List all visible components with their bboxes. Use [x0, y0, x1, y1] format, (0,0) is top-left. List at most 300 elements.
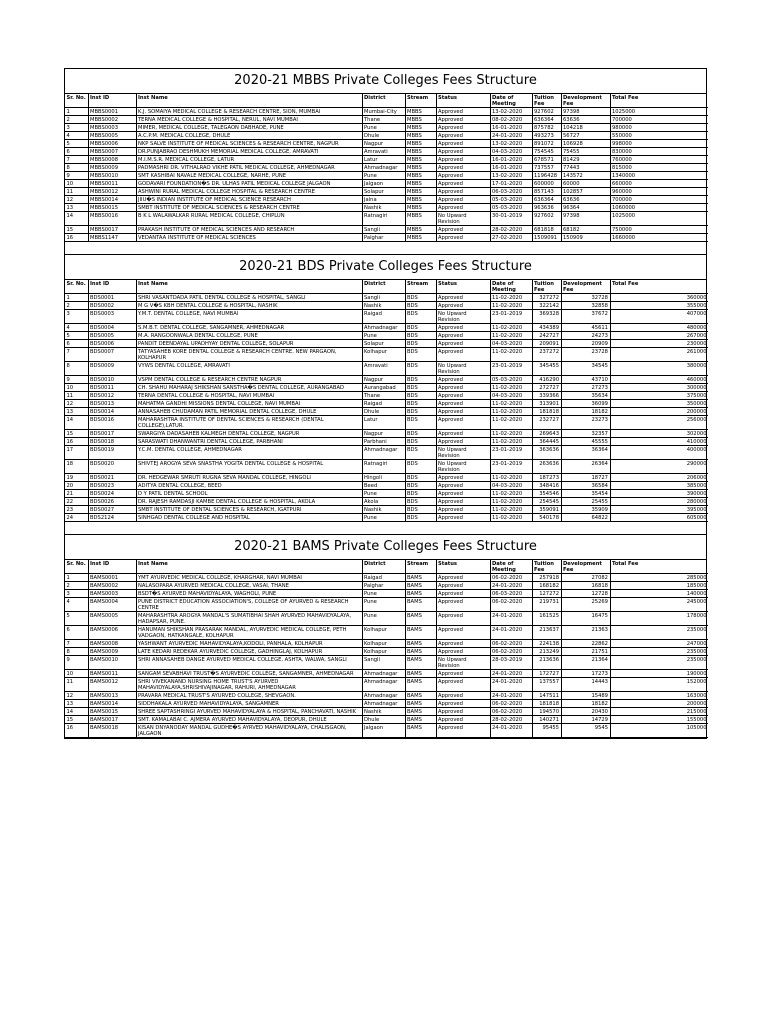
table-cell: 4: [65, 598, 88, 612]
table-cell: Approved: [436, 506, 490, 514]
table-cell: 06-02-2020: [490, 598, 532, 612]
column-header: Development Fee: [561, 560, 610, 574]
table-cell: K.J. SOMAIYA MEDICAL COLLEGE & RESEARCH CENTRE, SION, MUMBAI: [136, 108, 362, 116]
table-cell: 05-03-2020: [490, 204, 532, 212]
table-cell: 06-03-2020: [490, 188, 532, 196]
table-cell: 13: [65, 700, 88, 708]
table-cell: 760000: [610, 156, 708, 164]
table-cell: MBBS: [405, 204, 436, 212]
table-cell: 161525: [532, 612, 561, 626]
table-cell: 15: [65, 716, 88, 724]
table-cell: BDS0007: [88, 348, 136, 362]
table-cell: 16-01-2020: [490, 156, 532, 164]
table-cell: Approved: [436, 700, 490, 708]
table-cell: 13: [65, 408, 88, 416]
document-page: [64, 68, 707, 739]
table-cell: 605000: [610, 514, 708, 522]
table-cell: 04-03-2020: [490, 340, 532, 348]
table-cell: 245000: [610, 598, 708, 612]
table-cell: 11-02-2020: [490, 332, 532, 340]
table-cell: Ahmadnagar: [362, 164, 405, 172]
table-cell: MBBS0017: [88, 226, 136, 234]
table-row: [65, 408, 708, 416]
table-row: [65, 506, 708, 514]
table-cell: 24-01-2020: [490, 626, 532, 640]
table-cell: Approved: [436, 116, 490, 124]
table-cell: 32357: [561, 430, 610, 438]
table-cell: BDS0027: [88, 506, 136, 514]
table-cell: B K L WALAWALKAR RURAL MEDICAL COLLEGE, CHIPLUN: [136, 212, 362, 226]
bams-body: [65, 574, 708, 738]
table-cell: BDS0010: [88, 376, 136, 384]
table-cell: 16818: [561, 582, 610, 590]
table-cell: BAMS0008: [88, 640, 136, 648]
table-row: [65, 348, 708, 362]
table-cell: 178000: [610, 612, 708, 626]
table-cell: 407000: [610, 310, 708, 324]
table-cell: MBBS: [405, 148, 436, 156]
table-cell: Palghar: [362, 582, 405, 590]
table-cell: 12: [65, 400, 88, 408]
bds-body: [65, 294, 708, 522]
table-cell: 247000: [610, 640, 708, 648]
table-cell: MBBS: [405, 234, 436, 242]
table-cell: SWARGIYA DADASAHEB KALMEGH DENTAL COLLEGE, NAGPUR: [136, 430, 362, 438]
table-cell: 11-02-2020: [490, 348, 532, 362]
table-cell: M G V�S KBH DENTAL COLLEGE & HOSPITAL, NASHIK: [136, 302, 362, 310]
table-cell: 24273: [561, 332, 610, 340]
table-cell: 380000: [610, 362, 708, 376]
table-cell: BDS0004: [88, 324, 136, 332]
table-cell: 32858: [561, 302, 610, 310]
table-cell: BDS0018: [88, 438, 136, 446]
table-cell: 23273: [561, 416, 610, 430]
table-cell: Approved: [436, 234, 490, 242]
table-cell: BAMS0002: [88, 582, 136, 590]
table-cell: Approved: [436, 498, 490, 506]
table-cell: Approved: [436, 416, 490, 430]
table-cell: 18: [65, 460, 88, 474]
table-cell: PUNE DISTRICT EDUCATION ASSOCIATION'S, COLLEGE OF AYURVED & RESEARCH CENTRE: [136, 598, 362, 612]
table-cell: 181818: [532, 408, 561, 416]
table-cell: 20: [65, 482, 88, 490]
table-cell: Approved: [436, 188, 490, 196]
bams-header-row: [65, 560, 708, 574]
table-cell: Ahmadnagar: [362, 446, 405, 460]
table-cell: Approved: [436, 678, 490, 692]
table-cell: 34545: [561, 362, 610, 376]
table-cell: No Upward Revision: [436, 460, 490, 474]
table-cell: 4: [65, 132, 88, 140]
table-cell: 254545: [532, 498, 561, 506]
table-cell: 313901: [532, 400, 561, 408]
table-cell: BAMS0010: [88, 656, 136, 670]
table-cell: Kolhapur: [362, 640, 405, 648]
table-cell: D Y PATIL DENTAL SCHOOL: [136, 490, 362, 498]
table-cell: Approved: [436, 648, 490, 656]
column-header: Sr. No.: [65, 560, 88, 574]
table-cell: 7: [65, 348, 88, 362]
table-row: [65, 626, 708, 640]
table-cell: 194570: [532, 708, 561, 716]
table-cell: BAMS: [405, 612, 436, 626]
table-cell: Y.M.T. DENTAL COLLEGE, NAVI MUMBAI: [136, 310, 362, 324]
table-cell: Kolhapur: [362, 648, 405, 656]
table-cell: 23: [65, 506, 88, 514]
table-cell: 7: [65, 156, 88, 164]
table-cell: 37672: [561, 310, 610, 324]
table-cell: BDS0005: [88, 332, 136, 340]
table-row: [65, 670, 708, 678]
table-cell: Pune: [362, 598, 405, 612]
table-cell: 05-03-2020: [490, 196, 532, 204]
table-cell: 27-02-2020: [490, 234, 532, 242]
table-row: [65, 124, 708, 132]
table-cell: MBBS: [405, 196, 436, 204]
table-row: [65, 612, 708, 626]
table-cell: 18182: [561, 700, 610, 708]
table-row: [65, 598, 708, 612]
table-cell: BAMS: [405, 692, 436, 700]
column-header: District: [362, 94, 405, 108]
table-cell: 1: [65, 108, 88, 116]
table-cell: 16-01-2020: [490, 164, 532, 172]
table-cell: 75455: [561, 148, 610, 156]
table-cell: BDS: [405, 438, 436, 446]
table-cell: BDS: [405, 460, 436, 474]
table-cell: 68182: [561, 226, 610, 234]
table-row: [65, 392, 708, 400]
table-cell: 187273: [532, 474, 561, 482]
table-cell: 460000: [610, 376, 708, 384]
table-row: [65, 416, 708, 430]
table-row: [65, 446, 708, 460]
table-cell: Approved: [436, 612, 490, 626]
table-cell: 77443: [561, 164, 610, 172]
table-cell: 127272: [532, 590, 561, 598]
table-cell: 660000: [610, 180, 708, 188]
table-cell: BDS: [405, 310, 436, 324]
table-cell: 678571: [532, 156, 561, 164]
table-cell: 08-02-2020: [490, 116, 532, 124]
table-cell: SHRI VIVEKANAND NURSING HOME TRUST'S AYURVED MAHAVIDYALAYA,SHRISHIVAJINAGAR, RAHURI, AHMEDNAGAR: [136, 678, 362, 692]
table-cell: Pune: [362, 612, 405, 626]
table-cell: Approved: [436, 692, 490, 700]
table-cell: MBBS0012: [88, 188, 136, 196]
table-cell: Approved: [436, 140, 490, 148]
table-cell: 45555: [561, 438, 610, 446]
table-cell: 05-03-2020: [490, 376, 532, 384]
table-cell: MBBS0015: [88, 204, 136, 212]
table-cell: BDS0024: [88, 490, 136, 498]
table-cell: MBBS0003: [88, 124, 136, 132]
table-cell: BAMS: [405, 708, 436, 716]
table-cell: 04-03-2020: [490, 148, 532, 156]
table-row: [65, 340, 708, 348]
column-header: Tuition Fee: [532, 94, 561, 108]
table-cell: 23-01-2019: [490, 460, 532, 474]
table-row: [65, 724, 708, 738]
table-cell: Approved: [436, 108, 490, 116]
table-cell: BDS: [405, 302, 436, 310]
table-cell: 998000: [610, 140, 708, 148]
table-cell: 857143: [532, 188, 561, 196]
table-cell: 600000: [532, 180, 561, 188]
table-cell: Thane: [362, 116, 405, 124]
table-cell: 2: [65, 302, 88, 310]
table-cell: MAHARASHTRA AROGYA MANDAL'S SUMATIBHAI SHAH AYURVED MAHAVIDYALAYA, HADAPSAR, PUNE.: [136, 612, 362, 626]
table-cell: 13-02-2020: [490, 172, 532, 180]
table-cell: 36099: [561, 400, 610, 408]
table-cell: 5: [65, 140, 88, 148]
table-cell: 8: [65, 648, 88, 656]
bds-section: [64, 254, 707, 522]
column-header: Stream: [405, 280, 436, 294]
table-cell: Ahmadnagar: [362, 324, 405, 332]
table-cell: 21751: [561, 648, 610, 656]
table-cell: VYWS DENTAL COLLEGE, AMRAVATI: [136, 362, 362, 376]
table-cell: BDS0012: [88, 392, 136, 400]
table-row: [65, 384, 708, 392]
table-cell: 190000: [610, 670, 708, 678]
table-cell: Hingoli: [362, 474, 405, 482]
table-cell: 06-02-2020: [490, 708, 532, 716]
table-cell: BAMS: [405, 716, 436, 724]
table-cell: Sangli: [362, 656, 405, 670]
table-cell: MBBS: [405, 212, 436, 226]
table-cell: 35454: [561, 490, 610, 498]
table-cell: 3: [65, 310, 88, 324]
table-cell: BDS: [405, 340, 436, 348]
table-cell: YASHWANT AYURVEDIC MAHAVIDYALAYA,KODOLI, PANHALA, KOLHAPUR: [136, 640, 362, 648]
table-row: [65, 678, 708, 692]
column-header: Tuition Fee: [532, 280, 561, 294]
table-cell: 636364: [532, 116, 561, 124]
table-cell: 104218: [561, 124, 610, 132]
table-cell: Approved: [436, 204, 490, 212]
table-cell: Approved: [436, 430, 490, 438]
table-cell: 3: [65, 590, 88, 598]
table-cell: 14: [65, 416, 88, 430]
table-cell: Ratnagiri: [362, 460, 405, 474]
table-cell: BDS: [405, 408, 436, 416]
table-cell: 232727: [532, 416, 561, 430]
table-cell: BAMS0018: [88, 724, 136, 738]
table-row: [65, 234, 708, 242]
table-cell: Latur: [362, 156, 405, 164]
table-cell: BAMS: [405, 648, 436, 656]
table-cell: 354546: [532, 490, 561, 498]
table-cell: SHRI VASANTDADA PATIL DENTAL COLLEGE & HOSPITAL, SANGLI: [136, 294, 362, 302]
table-cell: 980000: [610, 124, 708, 132]
table-cell: BAMS: [405, 678, 436, 692]
table-cell: 143572: [561, 172, 610, 180]
table-cell: 17273: [561, 670, 610, 678]
column-header: Sr. No.: [65, 280, 88, 294]
table-cell: MBBS: [405, 140, 436, 148]
table-cell: Ahmadnagar: [362, 700, 405, 708]
table-row: [65, 196, 708, 204]
table-cell: 375000: [610, 392, 708, 400]
table-cell: BDS: [405, 430, 436, 438]
table-cell: DR.PUNJABRAO DESHMUKH MEMORIAL MEDICAL COLLEGE, AMRAVATI: [136, 148, 362, 156]
table-cell: HANUMAN SHIKSHAN PRASARAK MANDAL, AYURVEDIC MEDICAL COLLEGE, PETH VADGAON, HATKANGALE, KOLHAPUR: [136, 626, 362, 640]
table-cell: 350000: [610, 400, 708, 408]
table-cell: Approved: [436, 400, 490, 408]
table-cell: 540178: [532, 514, 561, 522]
table-cell: 257918: [532, 574, 561, 582]
table-cell: 20909: [561, 340, 610, 348]
table-row: [65, 226, 708, 234]
table-cell: Beed: [362, 482, 405, 490]
table-cell: Approved: [436, 348, 490, 362]
table-cell: M.I.M.S.R. MEDICAL COLLEGE, LATUR: [136, 156, 362, 164]
table-cell: SANGAM SEVABHAVI TRUST�S AYURVEDIC COLLEGE, SANGAMNER, AHMEDNAGAR: [136, 670, 362, 678]
table-cell: 261000: [610, 348, 708, 362]
table-cell: 81429: [561, 156, 610, 164]
table-cell: 13: [65, 204, 88, 212]
table-cell: BAMS0015: [88, 708, 136, 716]
table-cell: 102857: [561, 188, 610, 196]
table-cell: 35634: [561, 392, 610, 400]
table-cell: 17: [65, 446, 88, 460]
table-cell: NALASOPARA AYURVED MEDICAL COLLEGE, VASAI, THANE: [136, 582, 362, 590]
table-cell: 1060000: [610, 204, 708, 212]
table-row: [65, 640, 708, 648]
table-cell: 21: [65, 490, 88, 498]
table-cell: MBBS: [405, 116, 436, 124]
mbbs-section: [64, 68, 707, 242]
table-cell: 269643: [532, 430, 561, 438]
table-cell: MBBS0014: [88, 196, 136, 204]
table-cell: MBBS: [405, 164, 436, 172]
table-row: [65, 490, 708, 498]
column-header: Date of Meeting: [490, 280, 532, 294]
table-cell: 140271: [532, 716, 561, 724]
table-cell: 181818: [532, 700, 561, 708]
table-cell: 285000: [610, 574, 708, 582]
table-cell: 63636: [561, 196, 610, 204]
table-cell: MBBS0002: [88, 116, 136, 124]
table-cell: BAMS: [405, 626, 436, 640]
table-cell: MBBS: [405, 180, 436, 188]
table-row: [65, 514, 708, 522]
table-cell: SHREE SAPTASHRINGI AYURVED MAHAVIDYALAYA & HOSPITAL, PANCHAVATI, NASHIK: [136, 708, 362, 716]
table-cell: Approved: [436, 474, 490, 482]
table-cell: 927602: [532, 212, 561, 226]
table-cell: 15: [65, 430, 88, 438]
bds-title: 2020-21 BDS Private Colleges Fees Structure: [65, 255, 706, 280]
column-header: Inst ID: [88, 560, 136, 574]
table-cell: 22: [65, 498, 88, 506]
table-row: [65, 574, 708, 582]
table-cell: 21364: [561, 656, 610, 670]
table-cell: 364445: [532, 438, 561, 446]
table-row: [65, 692, 708, 700]
table-row: [65, 362, 708, 376]
section-gap: [64, 522, 707, 534]
table-cell: BDS: [405, 482, 436, 490]
table-cell: 219731: [532, 598, 561, 612]
table-row: [65, 708, 708, 716]
table-row: [65, 376, 708, 384]
table-cell: BDS0017: [88, 430, 136, 438]
table-cell: Approved: [436, 172, 490, 180]
bams-section: [64, 534, 707, 739]
table-cell: JIIU�S INDIAN INSTITUTE OF MEDICAL SCIENCE RESEARCH: [136, 196, 362, 204]
table-cell: 5: [65, 332, 88, 340]
table-cell: 636364: [532, 196, 561, 204]
table-cell: 12: [65, 692, 88, 700]
table-row: [65, 164, 708, 172]
table-cell: BDS0013: [88, 400, 136, 408]
table-cell: BDS: [405, 490, 436, 498]
table-cell: No Upward Revision: [436, 362, 490, 376]
table-cell: 416290: [532, 376, 561, 384]
table-cell: MAHATMA GANDHI MISSIONS DENTAL COLLEGE, NAVI MUMBAI: [136, 400, 362, 408]
table-cell: 230000: [610, 340, 708, 348]
table-cell: 9: [65, 656, 88, 670]
table-row: [65, 438, 708, 446]
table-cell: 700000: [610, 196, 708, 204]
table-cell: Pune: [362, 490, 405, 498]
table-cell: 06-03-2020: [490, 590, 532, 598]
table-cell: 256000: [610, 416, 708, 430]
table-cell: 754545: [532, 148, 561, 156]
table-row: [65, 700, 708, 708]
table-cell: No Upward Revision: [436, 212, 490, 226]
table-cell: BDS0003: [88, 310, 136, 324]
table-cell: 106928: [561, 140, 610, 148]
table-cell: Y.C.M. DENTAL COLLEGE, AHMEDNAGAR: [136, 446, 362, 460]
table-cell: MAHARASHTRA INSTITUTE OF DENTAL SCIENCES & RESEARCH (DENTAL COLLEGE),LATUR.: [136, 416, 362, 430]
table-cell: Approved: [436, 376, 490, 384]
table-cell: 15: [65, 226, 88, 234]
table-cell: 480000: [610, 324, 708, 332]
table-cell: Nashik: [362, 302, 405, 310]
table-cell: MBBS: [405, 108, 436, 116]
table-cell: 237272: [532, 348, 561, 362]
table-cell: BDS0016: [88, 416, 136, 430]
table-row: [65, 204, 708, 212]
table-cell: BDS0020: [88, 460, 136, 474]
table-cell: 16: [65, 724, 88, 738]
table-cell: BDS0019: [88, 446, 136, 460]
table-cell: 2: [65, 116, 88, 124]
table-cell: Approved: [436, 340, 490, 348]
table-cell: 137557: [532, 678, 561, 692]
table-cell: BDS0009: [88, 362, 136, 376]
table-cell: 24-01-2020: [490, 582, 532, 590]
table-cell: Approved: [436, 392, 490, 400]
table-cell: 24-01-2020: [490, 670, 532, 678]
table-cell: BDS: [405, 392, 436, 400]
table-cell: 960000: [610, 188, 708, 196]
table-cell: PRAVARA MEDICAL TRUST'S AYURVED COLLEGE, SHEVGAON.: [136, 692, 362, 700]
table-cell: 200000: [610, 408, 708, 416]
table-cell: 35909: [561, 506, 610, 514]
column-header: Inst ID: [88, 280, 136, 294]
table-row: [65, 302, 708, 310]
table-cell: 16475: [561, 612, 610, 626]
table-cell: 272727: [532, 384, 561, 392]
table-cell: 18182: [561, 408, 610, 416]
table-cell: 11-02-2020: [490, 490, 532, 498]
bds-header-row: [65, 280, 708, 294]
table-cell: 64822: [561, 514, 610, 522]
table-cell: BDS: [405, 400, 436, 408]
table-cell: 11: [65, 678, 88, 692]
